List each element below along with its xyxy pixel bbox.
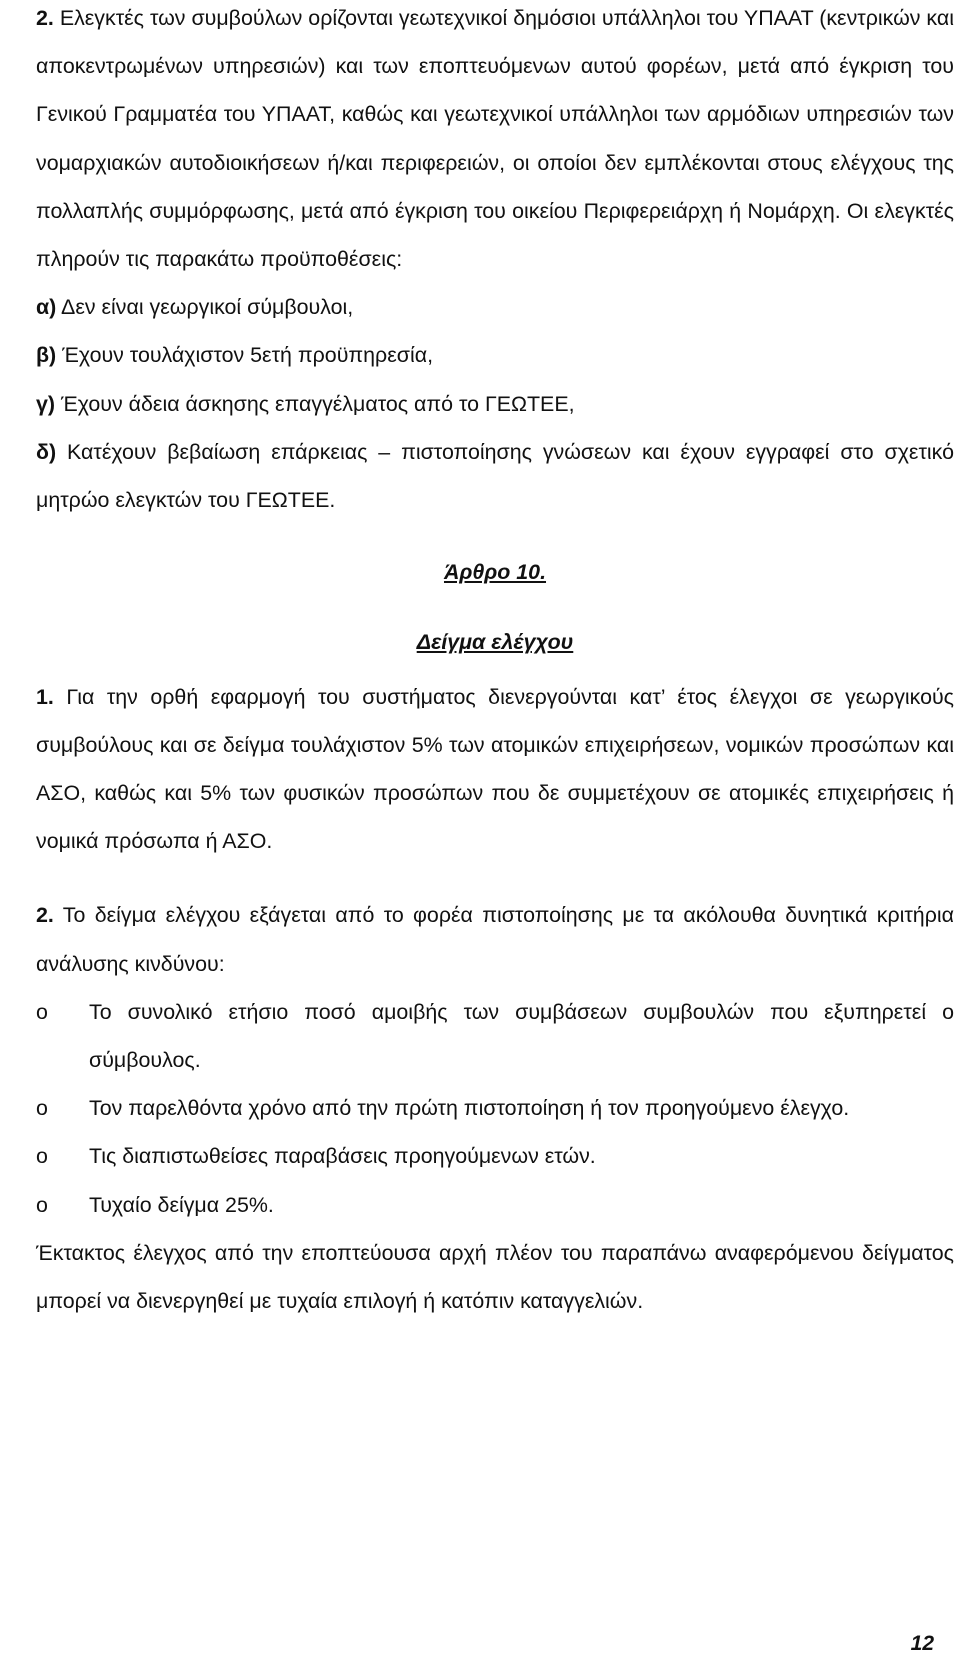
section-number: 1. [36, 684, 54, 709]
condition-text: Δεν είναι γεωργικοί σύμβουλοι, [61, 295, 354, 320]
section-1 [36, 673, 954, 866]
page-number: 12 [910, 1632, 934, 1655]
list-item-text: Τον παρελθόντα χρόνο από την πρώτη πιστοποίηση ή τον προηγούμενο έλεγχο. [89, 1096, 850, 1121]
document-page [36, 0, 954, 1325]
condition-text: Έχουν τουλάχιστον 5ετή προϋπηρεσία, [62, 343, 434, 368]
section-text: Το δείγμα ελέγχου εξάγεται από το φορέα πιστοποίησης με τα ακόλουθα δυνητικά κριτήρια ανάλυσης κινδύνου: [36, 903, 954, 976]
bullet-marker: o [36, 1096, 48, 1121]
bullet-marker: o [36, 1192, 48, 1217]
condition-label: δ) [36, 439, 57, 464]
spacer [36, 524, 954, 548]
condition-b [36, 331, 954, 379]
condition-label: α) [36, 295, 57, 320]
bullet-marker: o [36, 1144, 48, 1169]
list-item [36, 1181, 954, 1229]
list-item-text: Τις διαπιστωθείσες παραβάσεις προηγούμενων ετών. [89, 1144, 596, 1169]
condition-c [36, 380, 954, 428]
list-item-text: Το συνολικό ετήσιο ποσό αμοιβής των συμβάσεων συμβουλών που εξυπηρετεί ο σύμβουλος. [89, 999, 954, 1073]
spacer [36, 596, 954, 618]
bullet-marker: o [36, 999, 48, 1024]
paragraph-2 [36, 0, 954, 283]
condition-label: γ) [36, 391, 56, 416]
list-item [36, 1084, 954, 1132]
condition-text: Κατέχουν βεβαίωση επάρκειας – πιστοποίησης γνώσεων και έχουν εγγραφεί στο σχετικό μητρώο ελεγκτών του ΓΕΩΤΕΕ. [36, 439, 954, 513]
list-item [36, 1132, 954, 1180]
list-item-text: Τυχαίο δείγμα 25%. [89, 1192, 274, 1217]
list-item [36, 988, 954, 1084]
closing-paragraph: Έκτακτος έλεγχος από την εποπτεύουσα αρχή πλέον του παραπάνω αναφερόμενου δείγματος μπορεί να διενεργηθεί με τυχαία επιλογή ή κατόπιν καταγγελιών. [36, 1240, 954, 1314]
condition-label: β) [36, 343, 57, 368]
article-title: Δείγμα ελέγχου [416, 630, 574, 655]
article-number: Άρθρο 10. [443, 560, 547, 585]
section-text: Για την ορθή εφαρμογή του συστήματος διενεργούνται κατ’ έτος έλεγχοι σε γεωργικούς συμβούλους και σε δείγμα τουλάχιστον 5% των ατομικών επιχειρήσεων, νομικών προσώπων και ΑΣΟ, καθώς και 5% των φυσικών προσώπων που δε συμμετέχουν σε ατομικές επιχειρήσεις ή νομικά πρόσωπα ή ΑΣΟ. [36, 684, 954, 854]
condition-a [36, 283, 954, 331]
paragraph-text: Ελεγκτές των συμβούλων ορίζονται γεωτεχνικοί δημόσιοι υπάλληλοι του ΥΠΑΑΤ (κεντρικών και αποκεντρωμένων υπηρεσιών) και των εποπτευόμενων αυτού φορέων, μετά από έγκριση του Γενικού Γραμματέα του ΥΠΑΑΤ, καθώς και γεωτεχνικοί υπάλληλοι των αρμόδιων υπηρεσιών των νομαρχιακών αυτοδιοικήσεων ή/και περιφερειών, οι οποίοι δεν εμπλέκονται στους ελέγχους της πολλαπλής συμμόρφωσης, μετά από έγκριση του οικείου Περιφερειάρχη ή Νομάρχη. Οι ελεγκτές πληρούν τις παρακάτω προϋποθέσεις: [36, 6, 954, 272]
paragraph-number: 2. [36, 6, 54, 30]
spacer [36, 865, 954, 891]
condition-d [36, 428, 954, 524]
section-number: 2. [36, 903, 54, 928]
condition-text: Έχουν άδεια άσκησης επαγγέλματος από το ΓΕΩΤΕΕ, [60, 391, 575, 416]
section-2 [36, 891, 954, 987]
criteria-list [36, 988, 954, 1229]
